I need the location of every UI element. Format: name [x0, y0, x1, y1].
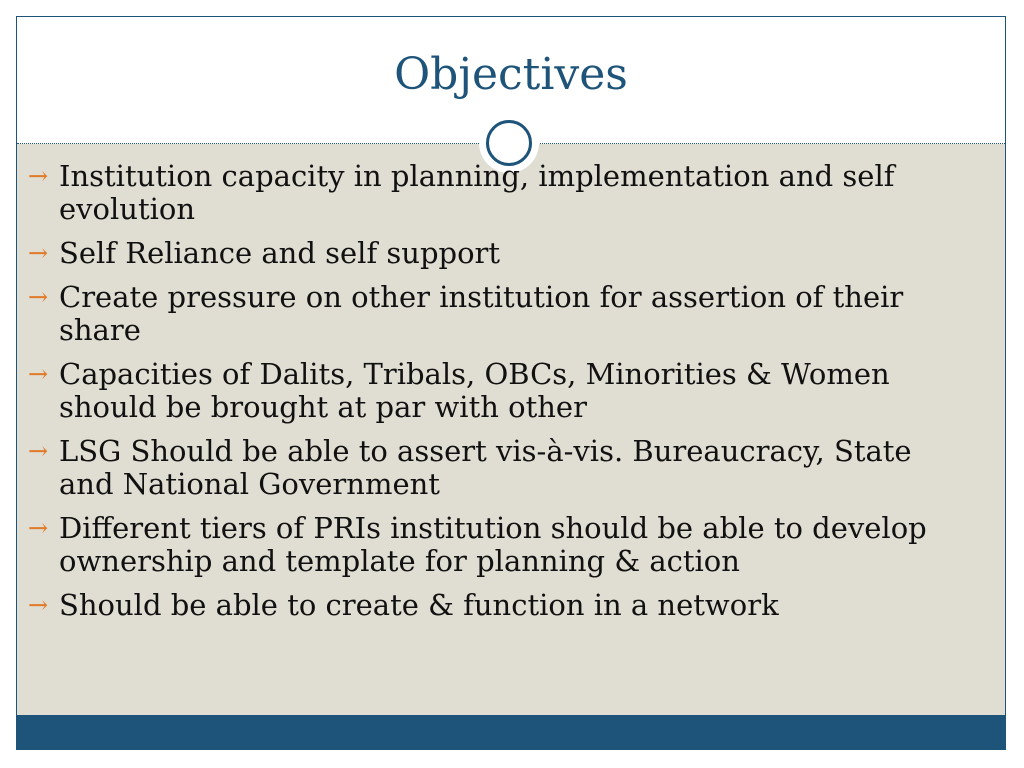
arrow-right-icon: →	[28, 360, 49, 388]
bullet-text: Institution capacity in planning, implementation and self evolution	[59, 159, 895, 226]
footer-bar	[17, 715, 1005, 749]
bullet-item	[28, 589, 968, 622]
bullet-text: LSG Should be able to assert vis-à-vis. Bureaucracy, State and National Government	[59, 434, 912, 501]
arrow-right-icon: →	[28, 437, 49, 465]
arrow-right-icon: →	[28, 239, 49, 267]
arrow-right-icon: →	[28, 591, 49, 619]
bullet-item	[28, 237, 968, 270]
bullet-item	[28, 435, 968, 501]
bullet-text: Self Reliance and self support	[59, 236, 501, 270]
slide-title: Objectives	[394, 49, 628, 100]
bullet-text: Capacities of Dalits, Tribals, OBCs, Minorities & Women should be brought at par with other	[59, 357, 890, 424]
bullet-item	[28, 281, 968, 347]
bullet-text: Should be able to create & function in a network	[59, 588, 779, 622]
bullet-item	[28, 512, 968, 578]
arrow-right-icon: →	[28, 514, 49, 542]
bullet-item	[28, 160, 968, 226]
bullet-text: Different tiers of PRIs institution should be able to develop ownership and template for planning & action	[59, 511, 927, 578]
bullet-item	[28, 358, 968, 424]
bullet-list	[28, 160, 968, 633]
bullet-text: Create pressure on other institution for assertion of their share	[59, 280, 904, 347]
arrow-right-icon: →	[28, 283, 49, 311]
arrow-right-icon: →	[28, 162, 49, 190]
